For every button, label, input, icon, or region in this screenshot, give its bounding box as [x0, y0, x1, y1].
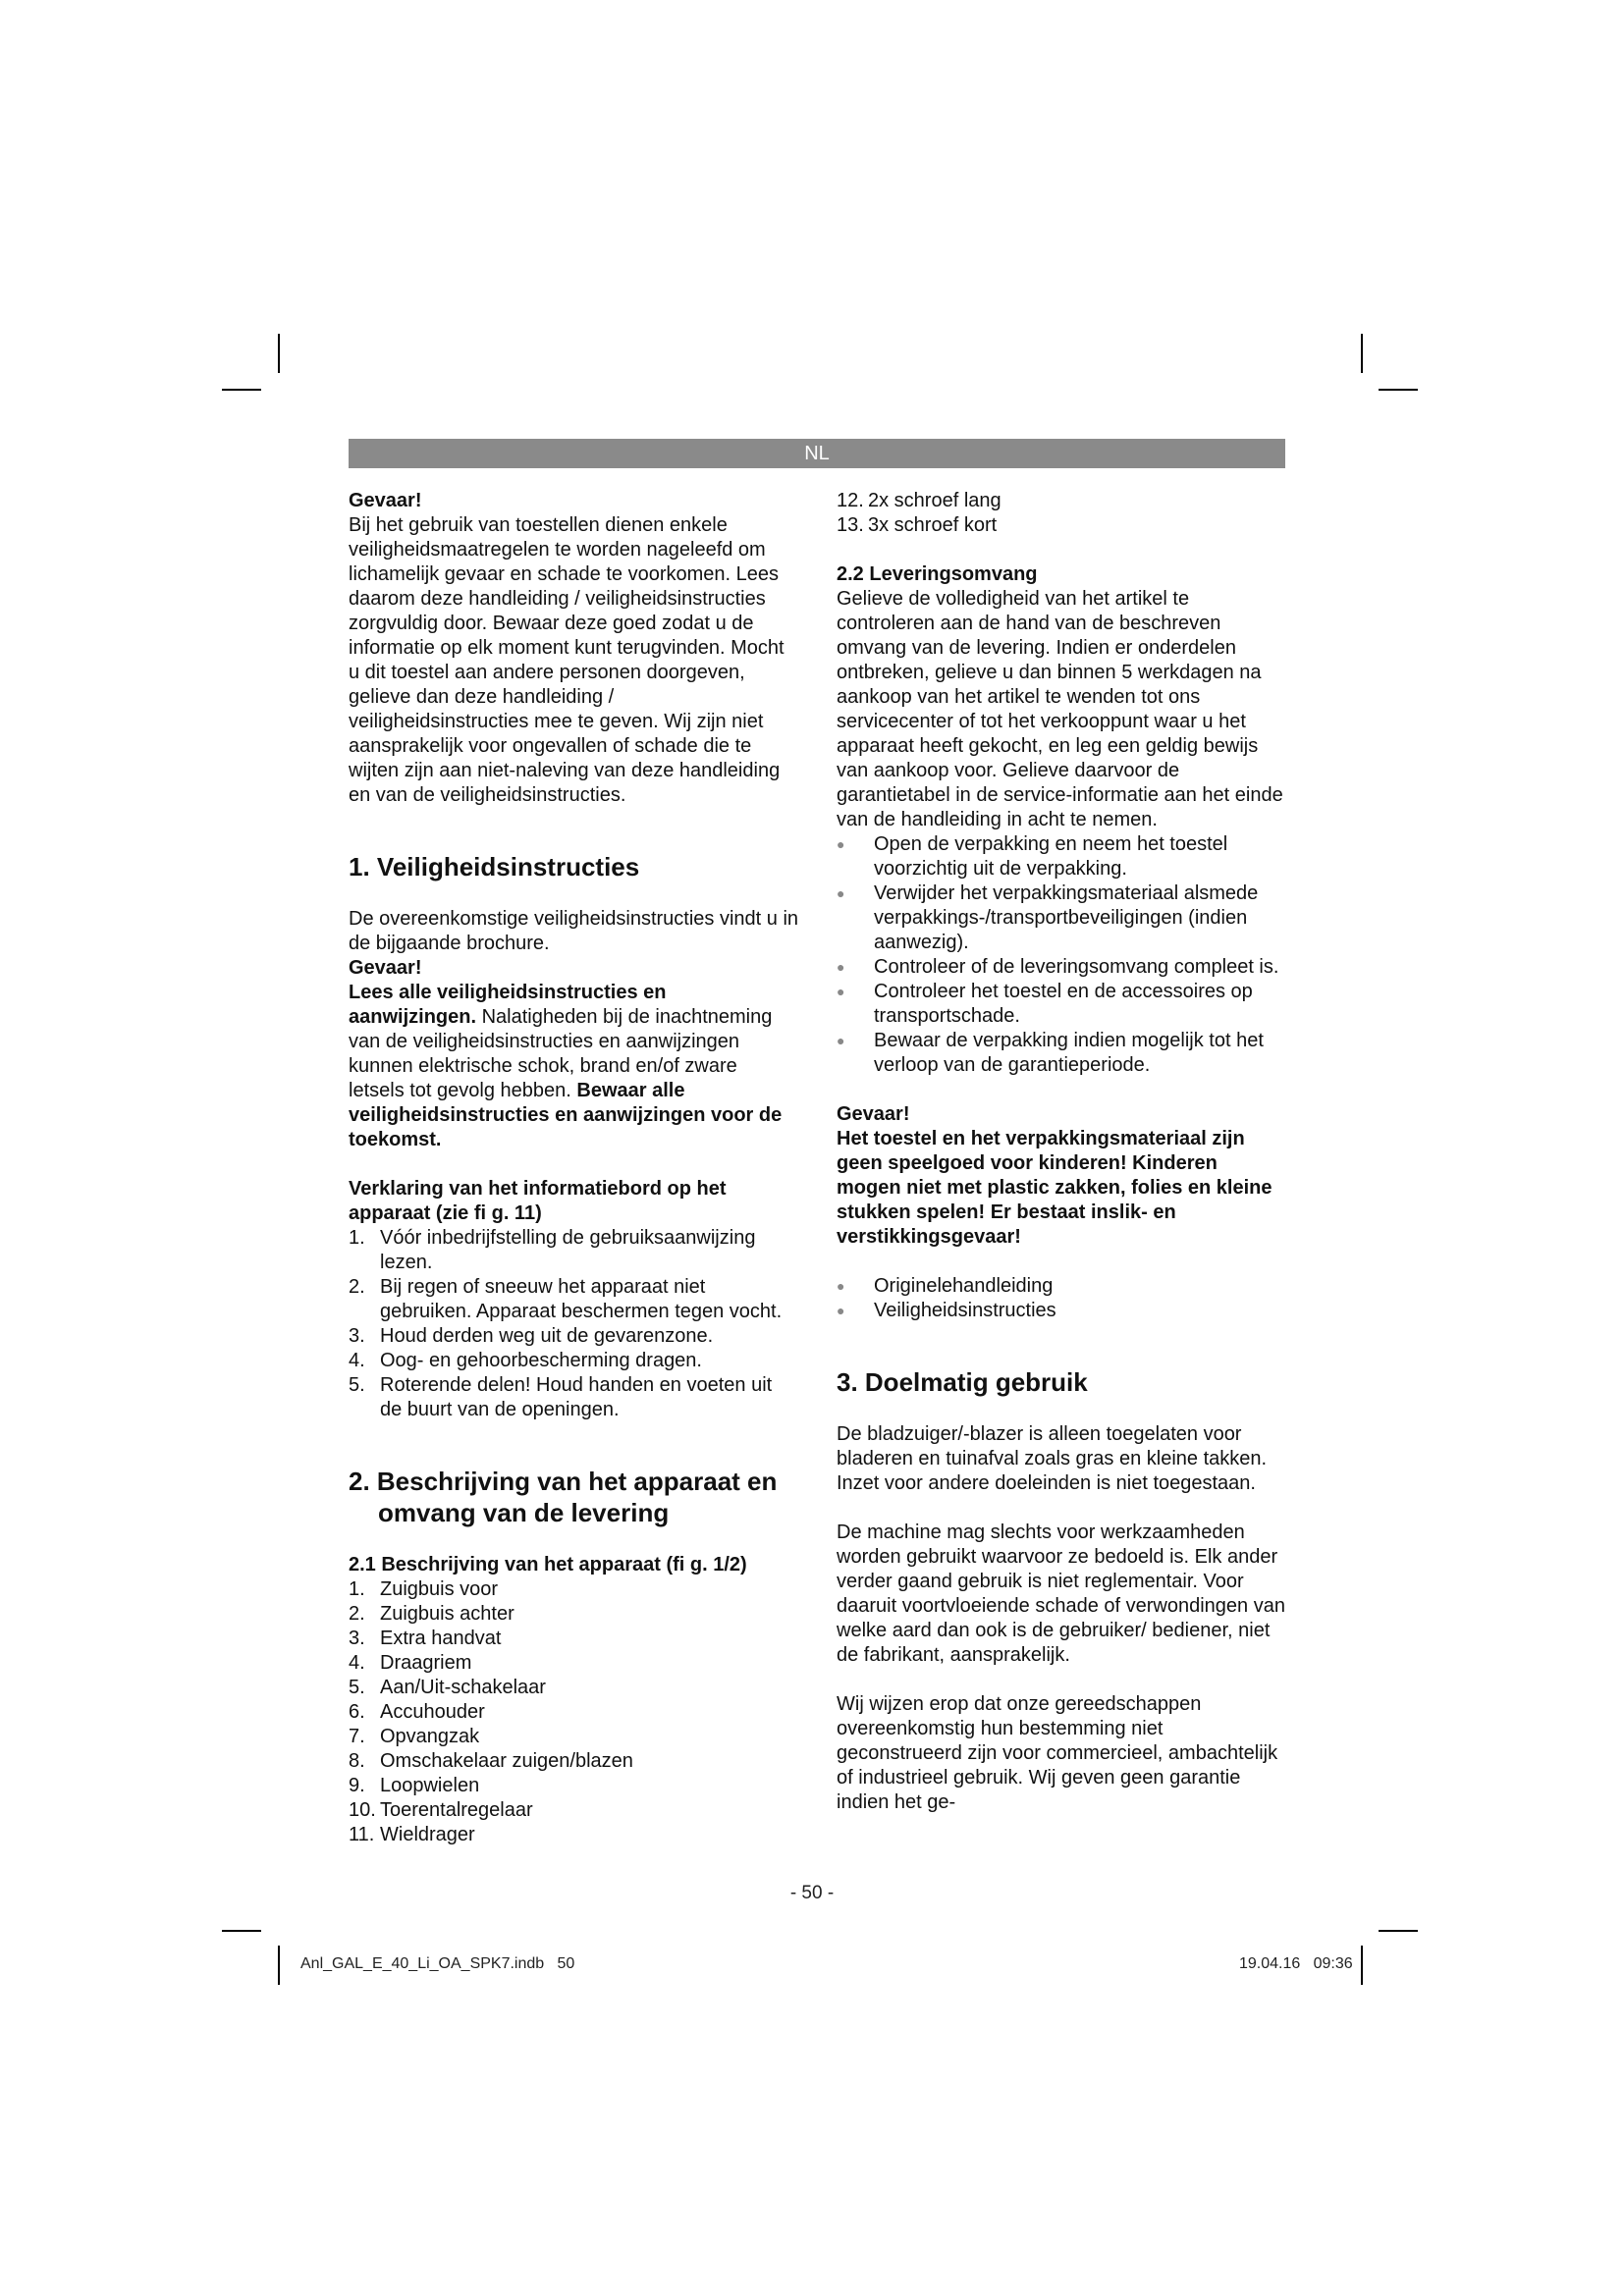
section-3-paragraph: De machine mag slechts voor werkzaamheden worden gebruikt waarvoor ze bedoeld is. Elk ander verder gaand gebruik is niet reglementair. Voor daaruit voortvloeiende schade of verwondingen van welke aard dan ook is de gebruiker/ bediener, niet de fabrikant, aansprakelijk. — [837, 1522, 1285, 1666]
list-item: 7. Opvangzak — [349, 1726, 480, 1747]
list-item: 1. Vóór inbedrijfstelling de gebruiksaanwijzing lezen. — [349, 1227, 756, 1273]
section-1-warning-text — [349, 981, 798, 1152]
page-number: - 50 - — [789, 1883, 835, 1903]
warning-text: Bij het gebruik van toestellen dienen enkele veiligheidsmaatregelen te worden nageleefd om lichamelijk gevaar en schade te voorkomen. Lees daarom deze handleiding / veiligheidsinstructies zorgvuldig door. Bewaar deze goed zodat u de informatie op elk moment kunt terugvinden. Mocht u dit toestel aan andere personen doorgeven, gelieve dan deze handleiding / veiligheidsinstructies mee te geven. Wij zijn niet aansprakelijk voor ongevallen of schade die te wijten zijn aan niet-naleving van deze handleiding en van de veiligheidsinstructies. — [349, 514, 785, 806]
bullet-icon: ● — [837, 836, 845, 852]
crop-mark — [222, 1930, 261, 1932]
language-header-bar — [349, 439, 1285, 468]
list-item: 12. 2x schroef lang — [837, 490, 1001, 511]
parts-list-continued — [837, 489, 1286, 538]
bullet-icon: ● — [837, 1033, 845, 1048]
left-column — [349, 489, 798, 1847]
section-3-paragraph: Wij wijzen erop dat onze gereedschappen overeenkomstig hun bestemming niet geconstrueerd zijn voor commercieel, ambachtelijk of industrieel gebruik. Wij geven geen garantie indien het ge- — [837, 1693, 1278, 1813]
list-item: ● Veiligheidsinstructies — [837, 1300, 1056, 1321]
bullet-icon: ● — [837, 1278, 845, 1294]
section-1-intro: De overeenkomstige veiligheidsinstructies vindt u in de bijgaande brochure. — [349, 908, 799, 954]
crop-mark — [222, 389, 261, 391]
list-item: 13. 3x schroef kort — [837, 514, 998, 536]
section-2-2-title: 2.2 Leveringsomvang — [837, 563, 1038, 585]
list-item: 1. Zuigbuis voor — [349, 1578, 499, 1600]
list-item: 3. Extra handvat — [349, 1628, 502, 1649]
footer-file-info: Anl_GAL_E_40_Li_OA_SPK7.indb 50 — [300, 1955, 575, 1972]
crop-mark — [1379, 389, 1418, 391]
warning-title: Gevaar! — [837, 1103, 910, 1125]
delivery-checklist — [837, 832, 1286, 1078]
bullet-icon: ● — [837, 885, 845, 901]
list-item: 8. Omschakelaar zuigen/blazen — [349, 1750, 633, 1772]
list-item: 4. Oog- en gehoorbescherming dragen. — [349, 1350, 702, 1371]
list-item: 2. Bij regen of sneeuw het apparaat niet gebruiken. Apparaat beschermen tegen vocht. — [349, 1276, 783, 1322]
bullet-icon: ● — [837, 1303, 845, 1318]
list-item: ● Controleer het toestel en de accessoires op transportschade. — [837, 981, 1253, 1027]
crop-mark — [1361, 334, 1363, 373]
right-column — [837, 489, 1286, 1815]
section-2-2-text: Gelieve de volledigheid van het artikel te controleren aan de hand van de beschreven omvang van de levering. Indien er onderdelen ontbreken, gelieve u dan binnen 5 werkdagen na aankoop van het artikel te wenden tot ons servicecenter of tot het verkooppunt waar u het apparaat heeft gekocht, en leg een geldig bewijs van aankoop voor. Gelieve daarvoor de garantietabel in de service-informatie aan het einde van de handleiding in acht te nemen. — [837, 588, 1283, 830]
list-item: 5. Aan/Uit-schakelaar — [349, 1677, 546, 1698]
list-item: 3. Houd derden weg uit de gevarenzone. — [349, 1325, 714, 1347]
list-item: ● Originelehandleiding — [837, 1275, 1054, 1297]
parts-list — [349, 1577, 798, 1847]
list-item: 9. Loopwielen — [349, 1775, 480, 1796]
crop-mark — [278, 334, 280, 373]
crop-mark — [278, 1946, 280, 1985]
footer-datetime: 19.04.16 09:36 — [1239, 1955, 1353, 1972]
list-item: 6. Accuhouder — [349, 1701, 485, 1723]
warning-text: Het toestel en het verpakkingsmateriaal zijn geen speelgoed voor kinderen! Kinderen mogen niet met plastic zakken, folies en kleine stukken spelen! Er bestaat inslik- en verstikkingsgevaar! — [837, 1128, 1272, 1248]
list-item: 5. Roterende delen! Houd handen en voeten uit de buurt van de openingen. — [349, 1374, 773, 1420]
section-1-title: 1. Veiligheidsinstructies — [349, 852, 640, 881]
warning-body: Nalatigheden bij de inachtneming van de veiligheidsinstructies en aanwijzingen kunnen elektrische schok, brand en/of zware letsels tot gevolg hebben. — [349, 1006, 773, 1101]
list-item: ● Verwijder het verpakkingsmateriaal alsmede verpakkings-/transportbeveiligingen (indien aanwezig). — [837, 882, 1259, 953]
warning-title: Gevaar! — [349, 490, 422, 511]
list-item: 4. Draagriem — [349, 1652, 472, 1674]
documents-list — [837, 1274, 1286, 1323]
crop-mark — [1379, 1930, 1418, 1932]
language-label: NL — [804, 443, 830, 464]
info-sign-title: Verklaring van het informatiebord op het apparaat (zie fi g. 11) — [349, 1178, 727, 1224]
section-2-1-title: 2.1 Beschrijving van het apparaat (fi g. 1/2) — [349, 1554, 747, 1575]
section-3-title: 3. Doelmatig gebruik — [837, 1367, 1088, 1397]
info-sign-list — [349, 1226, 798, 1422]
list-item: ● Bewaar de verpakking indien mogelijk tot het verloop van de garantieperiode. — [837, 1030, 1264, 1076]
list-item: 11. Wieldrager — [349, 1824, 475, 1845]
list-item: 2. Zuigbuis achter — [349, 1603, 514, 1625]
list-item: 10. Toerentalregelaar — [349, 1799, 533, 1821]
warning-bold-lead: Lees alle veiligheidsinstructies en aanwijzingen. — [349, 982, 667, 1028]
warning-bold-tail: Bewaar alle veiligheidsinstructies en aanwijzingen voor de toekomst. — [349, 1080, 783, 1150]
bullet-icon: ● — [837, 959, 845, 975]
section-3-paragraph: De bladzuiger/-blazer is alleen toegelaten voor bladeren en tuinafval zoals gras en kleine takken. Inzet voor andere doeleinden is niet toegestaan. — [837, 1423, 1268, 1494]
list-item: ● Controleer of de leveringsomvang compleet is. — [837, 956, 1279, 978]
bullet-icon: ● — [837, 984, 845, 999]
crop-mark — [1361, 1946, 1363, 1985]
warning-title: Gevaar! — [349, 957, 422, 979]
section-2-title: 2. Beschrijving van het apparaat en omvang van de levering — [349, 1467, 778, 1527]
list-item: ● Open de verpakking en neem het toestel voorzichtig uit de verpakking. — [837, 833, 1228, 880]
